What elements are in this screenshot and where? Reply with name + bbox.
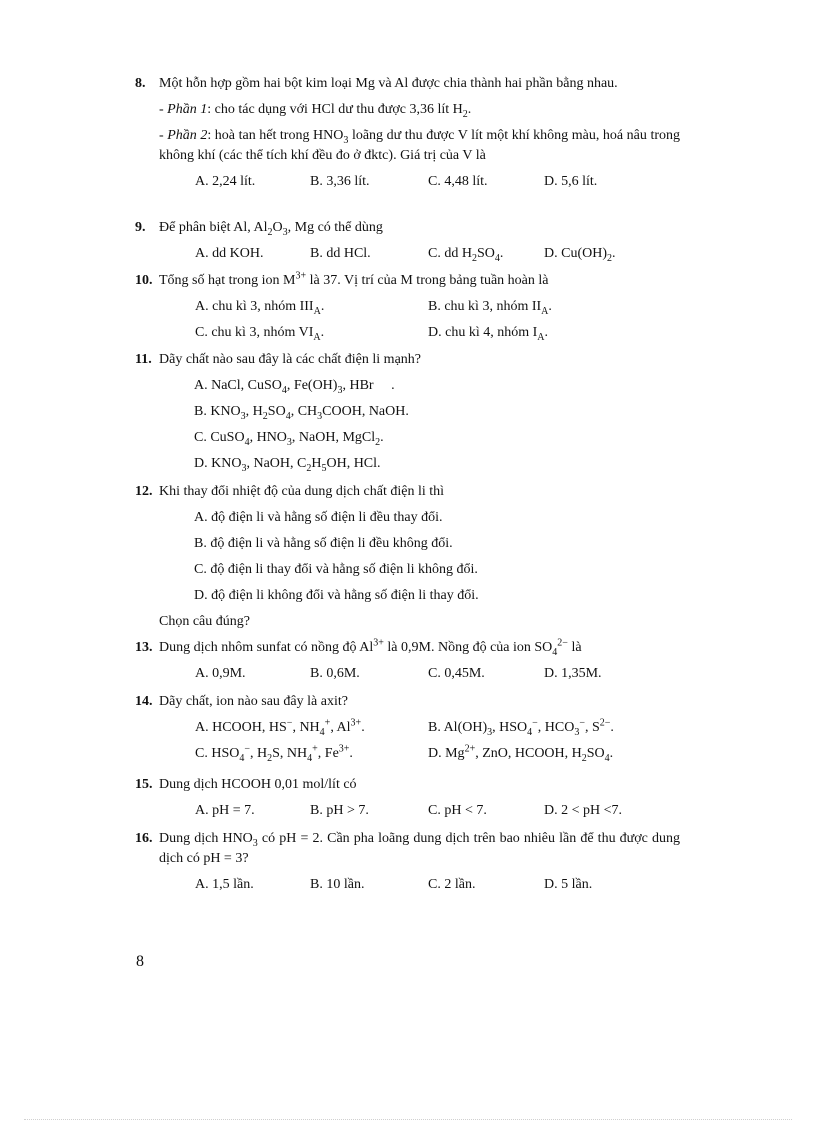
option-a[interactable]: A. 2,24 lít.: [195, 174, 256, 189]
question-stem: Dãy chất, ion nào sau đây là axit?: [159, 694, 348, 709]
question-stem: Dãy chất nào sau đây là các chất điện li mạnh?: [159, 352, 421, 367]
question-15: [135, 775, 680, 821]
option-c[interactable]: C. 2 lần.: [428, 877, 476, 892]
page-bottom-divider: [24, 1119, 792, 1120]
option-a[interactable]: A. pH = 7.: [195, 803, 255, 818]
option-a[interactable]: A. 0,9M.: [195, 666, 246, 681]
option-d[interactable]: D. độ điện li không đổi và hằng số điện li thay đổi.: [194, 588, 479, 603]
option-a[interactable]: A. 1,5 lần.: [195, 877, 254, 892]
option-d[interactable]: D. $KNO_3$, NaOH, $C_2H_5OH$, HCl.: [194, 456, 381, 474]
question-14: [135, 692, 680, 764]
question-13: [135, 638, 680, 684]
option-d[interactable]: D. chu kì 4, nhóm $I_A$.: [428, 325, 548, 343]
option-b[interactable]: B. dd HCl.: [310, 246, 371, 261]
option-a[interactable]: A. chu kì 3, nhóm $III_A$.: [195, 299, 325, 317]
question-stem: Một hỗn hợp gồm hai bột kim loại Mg và Al được chia thành hai phần bằng nhau.: [159, 76, 618, 91]
question-number: 16.: [135, 831, 153, 846]
part-1: - Phần 1: cho tác dụng với HCl dư thu được 3,36 lít $H_2$.: [159, 102, 472, 120]
question-number: 14.: [135, 694, 153, 709]
question-16: [135, 829, 680, 895]
option-d[interactable]: D. 1,35M.: [544, 666, 602, 681]
option-a[interactable]: A. NaCl, CuSO$_4$, $Fe(OH)_3$, HBr .: [194, 378, 395, 396]
question-10: [135, 271, 680, 343]
option-c[interactable]: C. 4,48 lít.: [428, 174, 488, 189]
question-number: 8.: [135, 76, 146, 91]
question-number: 11.: [135, 352, 152, 367]
option-d[interactable]: D. $Cu(OH)_2$.: [544, 246, 616, 264]
option-b[interactable]: B. pH > 7.: [310, 803, 369, 818]
option-b[interactable]: B. $KNO_3$, $H_2SO_4$, $CH_3COOH$, NaOH.: [194, 404, 409, 422]
answer-options: [135, 297, 680, 317]
question-number: 13.: [135, 640, 153, 655]
answer-options: [135, 172, 680, 192]
option-c[interactable]: C. chu kì 3, nhóm $VI_A$.: [195, 325, 325, 343]
answer-options: [135, 801, 680, 821]
option-b[interactable]: B. độ điện li và hằng số điện li đều không đổi.: [194, 536, 453, 551]
option-a[interactable]: A. HCOOH, HS−, $NH_4^+$, $Al^{3+}$.: [195, 717, 365, 738]
part-2: - Phần 2: hoà tan hết trong $HNO_3$ loãng dư thu được V lít một khí không màu, hoá nâu trong không khí (các thể tích khí đều đo ở đktc). Giá trị của V là: [159, 128, 680, 163]
question-12: [135, 482, 680, 632]
answer-options: [135, 718, 680, 738]
question-stem: Dung dịch $HNO_3$ có pH = 2. Cần pha loãng dung dịch trên bao nhiêu lần để thu được dung dịch có pH = 3?: [159, 831, 681, 866]
question-number: 15.: [135, 777, 153, 792]
option-a[interactable]: A. dd KOH.: [195, 246, 264, 261]
question-number: 9.: [135, 220, 146, 235]
option-c[interactable]: C. dd $H_2SO_4$.: [428, 246, 504, 264]
option-b[interactable]: B. 0,6M.: [310, 666, 360, 681]
page-number: 8: [136, 953, 144, 970]
answer-options: [135, 744, 680, 764]
question-stem: Để phân biệt Al, $Al_2O_3$, Mg có thể dùng: [159, 220, 383, 238]
option-b[interactable]: B. $Al(OH)_3$, $HSO_4^-$, $HCO_3^-$, $S^{2-}$.: [428, 717, 614, 738]
answer-options: [135, 244, 680, 264]
option-c[interactable]: C. pH < 7.: [428, 803, 487, 818]
option-c[interactable]: C. 0,45M.: [428, 666, 485, 681]
answer-options: [135, 664, 680, 684]
question-stem: Dung dịch HCOOH 0,01 mol/lít có: [159, 777, 357, 792]
answer-options: [135, 875, 680, 895]
option-c[interactable]: C. $HSO_4^-$, $H_2S$, $NH_4^+$, $Fe^{3+}$.: [195, 743, 353, 764]
option-a[interactable]: A. độ điện li và hằng số điện li đều thay đổi.: [194, 510, 443, 525]
option-b[interactable]: B. 3,36 lít.: [310, 174, 370, 189]
option-d[interactable]: D. 5,6 lít.: [544, 174, 598, 189]
question-stem: Tổng số hạt trong ion $M^{3+}$ là 37. Vị trí của M trong bảng tuần hoàn là: [159, 270, 549, 288]
option-d[interactable]: D. 5 lần.: [544, 877, 593, 892]
question-number: 10.: [135, 273, 153, 288]
question-number: 12.: [135, 484, 153, 499]
question-9: [135, 218, 680, 264]
option-b[interactable]: B. 10 lần.: [310, 877, 365, 892]
option-d[interactable]: D. $Mg^{2+}$, ZnO, HCOOH, $H_2SO_4$.: [428, 743, 614, 764]
option-c[interactable]: C. độ điện li thay đổi và hằng số điện li không đổi.: [194, 562, 478, 577]
option-c[interactable]: C. CuSO$_4$, $HNO_3$, NaOH, MgCl$_2$.: [194, 430, 384, 448]
question-11: [135, 350, 680, 474]
question-8: [135, 74, 680, 192]
answer-options: [135, 323, 680, 343]
option-b[interactable]: B. chu kì 3, nhóm $II_A$.: [428, 299, 552, 317]
option-d[interactable]: D. 2 < pH <7.: [544, 803, 623, 818]
question-stem: Dung dịch nhôm sunfat có nồng độ $Al^{3+}$ là 0,9M. Nồng độ của ion $SO_4^{2-}$ là: [159, 637, 582, 658]
question-stem: Khi thay đổi nhiệt độ của dung dịch chất điện li thì: [159, 484, 444, 499]
question-prompt: Chọn câu đúng?: [159, 614, 250, 629]
